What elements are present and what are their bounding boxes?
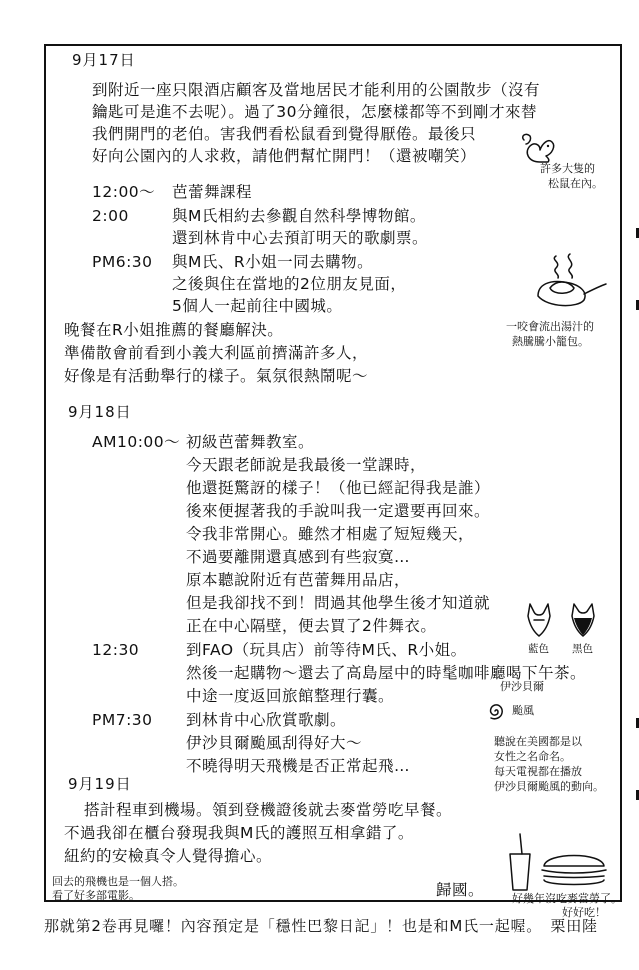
schedule-time: 12:30 <box>92 641 140 659</box>
paragraph-line: 到附近一座只限酒店顧客及當地居民才能利用的公園散步（沒有 <box>92 81 541 99</box>
drink-cup-icon <box>506 832 534 894</box>
return-home-label: 歸國。 <box>436 881 485 899</box>
note-flight-home: 回去的飛機也是一個人搭。 <box>52 875 184 888</box>
schedule-line: 不過要離開還真感到有些寂寞… <box>186 548 411 566</box>
leotard-black-icon <box>568 602 598 640</box>
paragraph-line: 好向公園內的人求救，請他們幫忙開門！（還被嘲笑） <box>92 147 477 165</box>
schedule-time: 12:00～ <box>92 183 156 201</box>
schedule-line: 初級芭蕾舞教室。 <box>186 433 315 451</box>
schedule-line: 令我非常開心。雖然才相處了短短幾天， <box>186 525 475 543</box>
note-typhoon-title: 伊沙貝爾 <box>500 680 544 693</box>
paragraph-line: 不過我卻在櫃台發現我與M氏的護照互相拿錯了。 <box>64 824 414 842</box>
schedule-line: 到FAO（玩具店）前等待M氏、R小姐。 <box>186 641 467 659</box>
hamburger-icon <box>540 848 610 888</box>
paragraph-line: 好像是有活動舉行的樣子。氣氛很熱鬧呢～ <box>64 367 369 385</box>
note-typhoon-body: 每天電視都在播放 <box>494 765 582 778</box>
paragraph-line: 我們開門的老伯。害我們看松鼠看到覺得厭倦。最後只 <box>92 125 477 143</box>
schedule-line: 之後與住在當地的2位朋友見面， <box>172 275 407 293</box>
label-black: 黑色 <box>572 643 593 655</box>
paragraph-line: 鑰匙可是進不去呢）。過了30分鐘很，怎麼樣都等不到剛才來替 <box>92 103 537 121</box>
schedule-line: 不曉得明天飛機是否正常起飛… <box>186 757 411 775</box>
paragraph-line: 搭計程車到機場。領到登機證後就去麥當勞吃早餐。 <box>84 801 453 819</box>
schedule-line: 原本聽說附近有芭蕾舞用品店， <box>186 571 411 589</box>
leotard-blue-icon <box>524 602 554 640</box>
note-typhoon-body: 聽說在美國都是以 <box>494 735 582 748</box>
schedule-line: 到林肯中心欣賞歌劇。 <box>186 711 347 729</box>
schedule-line: 今天跟老師說是我最後一堂課時， <box>186 456 427 474</box>
schedule-time: AM10:00～ <box>92 433 181 451</box>
note-mcdonalds: 好好吃！ <box>562 906 606 919</box>
schedule-line: 與M氏、R小姐一同去購物。 <box>172 253 374 271</box>
note-typhoon-title: 颱風 <box>512 704 534 717</box>
note-squirrel: 許多大隻的 <box>540 162 595 175</box>
schedule-line: 還到林肯中心去預訂明天的歌劇票。 <box>172 229 429 247</box>
schedule-time: 2:00 <box>92 207 129 225</box>
schedule-line: 但是我卻找不到！問過其他學生後才知道就 <box>186 594 491 612</box>
date-heading-sep18: 9月18日 <box>68 403 132 421</box>
schedule-line: 正在中心隔壁，便去買了2件舞衣。 <box>186 617 437 635</box>
note-dumpling: 熱騰騰小籠包。 <box>512 335 589 348</box>
paragraph-line: 準備散會前看到小義大利區前擠滿許多人， <box>64 344 369 362</box>
schedule-line: 後來便握著我的手說叫我一定還要再回來。 <box>186 502 491 520</box>
schedule-line: 然後一起購物～還去了高島屋中的時髦咖啡廳喝下午茶。 <box>186 664 587 682</box>
schedule-line: 與M氏相約去參觀自然科學博物館。 <box>172 207 426 225</box>
note-dumpling: 一咬會流出湯汁的 <box>506 320 594 333</box>
schedule-line: 中途一度返回旅館整理行囊。 <box>186 687 395 705</box>
date-heading-sep17: 9月17日 <box>72 51 136 69</box>
dumpling-spoon-icon <box>530 250 610 316</box>
schedule-line: 芭蕾舞課程 <box>172 183 253 201</box>
schedule-line: 5個人一起前往中國城。 <box>172 297 343 315</box>
paragraph-line: 晚餐在R小姐推薦的餐廳解決。 <box>64 321 284 339</box>
paragraph-line: 紐約的安檢真令人覺得擔心。 <box>64 847 273 865</box>
date-heading-sep19: 9月19日 <box>68 775 132 793</box>
schedule-time: PM6:30 <box>92 253 153 271</box>
label-blue: 藍色 <box>528 643 549 655</box>
note-typhoon-body: 伊沙貝爾颱風的動向。 <box>494 780 604 793</box>
note-squirrel: 松鼠在內。 <box>548 177 603 190</box>
note-mcdonalds: 好幾年沒吃麥當勞了。 <box>512 892 622 905</box>
typhoon-spiral-icon <box>484 700 506 722</box>
page-footer: 那就第2卷再見囉！內容預定是「穩性巴黎日記」！也是和M氏一起喔。 栗田陸 <box>44 917 598 935</box>
note-flight-home: 看了好多部電影。 <box>52 889 140 902</box>
note-typhoon-body: 女性之名命名。 <box>494 750 571 763</box>
schedule-line: 伊沙貝爾颱風刮得好大～ <box>186 734 363 752</box>
schedule-time: PM7:30 <box>92 711 153 729</box>
schedule-line: 他還挺驚訝的樣子！（他已經記得我是誰） <box>186 479 491 497</box>
